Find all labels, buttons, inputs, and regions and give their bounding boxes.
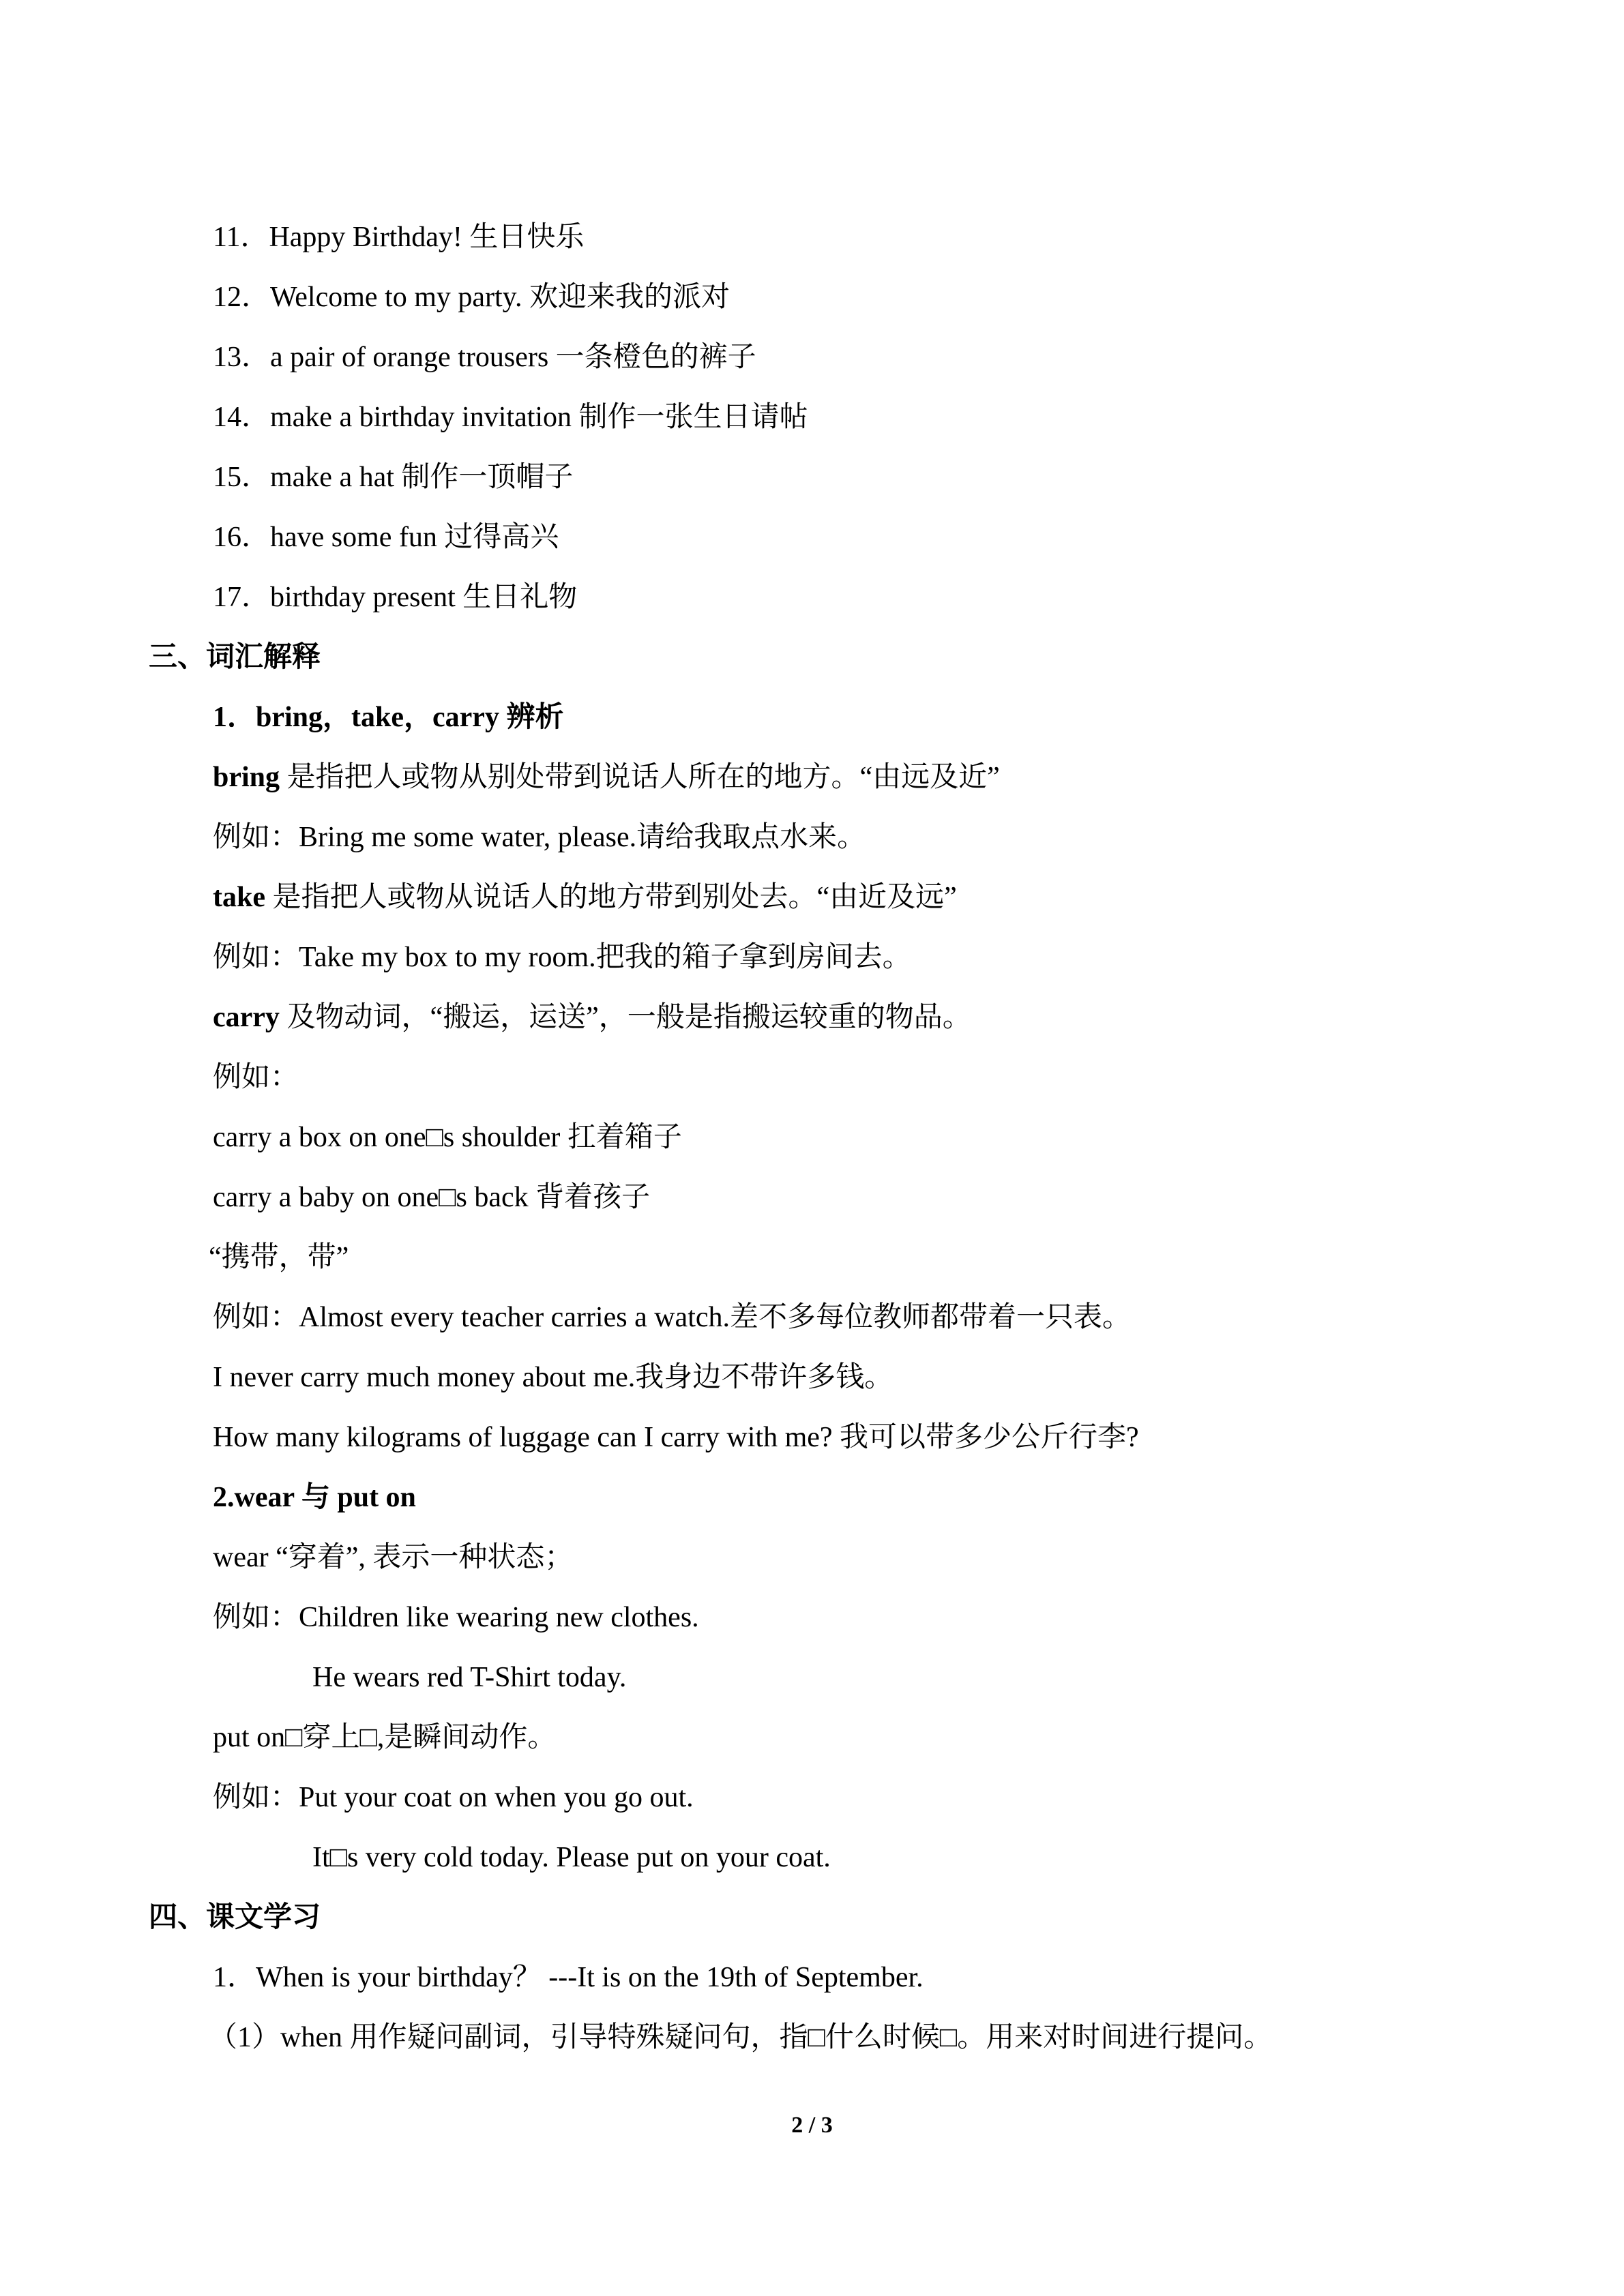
wear-example: He wears red T-Shirt today. [312, 1662, 627, 1693]
subsection-title-wear-put-on: 2.wear 与 put on [213, 1482, 416, 1513]
phrase-item: 12．Welcome to my party. 欢迎来我的派对 [213, 282, 730, 313]
take-definition-text: 是指把人或物从说话人的地方带到别处去。“由近及远” [265, 882, 957, 913]
phrase-item: 15．make a hat 制作一顶帽子 [213, 462, 574, 493]
text-study-note: （1）when 用作疑问副词，引导特殊疑问句，指□什么时候□。用来对时间进行提问。 [209, 2022, 1273, 2053]
put-on-example: It□s very cold today. Please put on your coat. [312, 1842, 831, 1873]
carry-example: I never carry much money about me.我身边不带许多钱。 [213, 1362, 894, 1393]
carry-example: How many kilograms of luggage can I carry with me? 我可以带多少公斤行李? [213, 1422, 1139, 1453]
carry-example: 例如：Almost every teacher carries a watch.差不多每位教师都带着一只表。 [213, 1302, 1132, 1333]
phrase-item: 11．Happy Birthday! 生日快乐 [213, 222, 585, 253]
phrase-item: 14．make a birthday invitation 制作一张生日请帖 [213, 402, 808, 433]
wear-definition: wear “穿着”, 表示一种状态； [213, 1542, 574, 1573]
carry-second-sense: “携带，带” [209, 1242, 349, 1273]
bring-example: 例如：Bring me some water, please.请给我取点水来。 [213, 822, 866, 853]
carry-example: carry a box on one□s shoulder 扛着箱子 [213, 1122, 682, 1153]
section-heading-text-study: 四、课文学习 [149, 1902, 321, 1933]
page-number: 2 / 3 [791, 2113, 833, 2138]
phrase-item: 16．have some fun 过得高兴 [213, 522, 559, 553]
carry-example-label: 例如： [213, 1062, 299, 1093]
wear-example: 例如：Children like wearing new clothes. [213, 1602, 699, 1633]
subsection-title-bring-take-carry: 1．bring，take，carry 辨析 [213, 702, 564, 733]
term-take: take [213, 882, 265, 913]
carry-definition [213, 998, 971, 1037]
phrase-item: 13．a pair of orange trousers 一条橙色的裤子 [213, 342, 756, 373]
term-bring: bring [213, 762, 280, 793]
carry-example: carry a baby on one□s back 背着孩子 [213, 1182, 651, 1213]
bring-definition-text: 是指把人或物从别处带到说话人所在的地方。“由远及近” [280, 762, 1000, 793]
carry-definition-text: 及物动词，“搬运，运送”，一般是指搬运较重的物品。 [279, 1002, 971, 1033]
section-heading-vocabulary: 三、词汇解释 [149, 642, 321, 673]
put-on-example: 例如：Put your coat on when you go out. [213, 1782, 694, 1813]
term-carry: carry [213, 1002, 280, 1033]
text-study-item: 1．When is your birthday？ ---It is on the 19th of September. [213, 1962, 924, 1993]
put-on-definition: put on□穿上□,是瞬间动作。 [213, 1722, 557, 1753]
bring-definition [213, 758, 1000, 796]
take-definition [213, 878, 957, 916]
phrase-item: 17．birthday present 生日礼物 [213, 582, 578, 613]
take-example: 例如：Take my box to my room.把我的箱子拿到房间去。 [213, 942, 911, 973]
